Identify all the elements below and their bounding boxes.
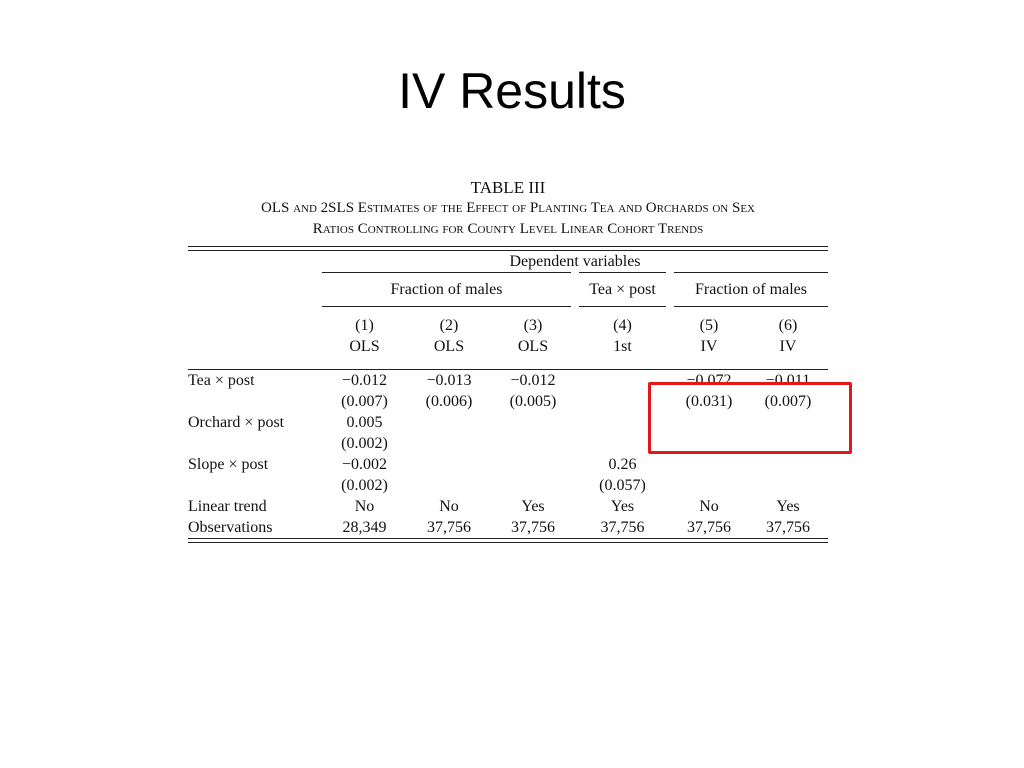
table-cell: 0.26: [608, 456, 637, 473]
table-row: [188, 496, 828, 517]
table-cell: No: [699, 498, 719, 515]
slide-title: IV Results: [398, 63, 626, 119]
table-cell: −0.012: [510, 372, 556, 389]
table-cell: 0.005: [346, 414, 383, 431]
table-cell: 37,756: [766, 519, 810, 536]
table-cell: (0.031): [685, 393, 733, 410]
column-method: IV: [700, 338, 718, 355]
table-cell: Yes: [610, 498, 635, 515]
table-cell: No: [354, 498, 375, 515]
table-cell: [407, 475, 491, 496]
table-cell: (0.006): [425, 393, 473, 410]
table-caption-line-1: OLS and 2SLS Estimates of the Effect of Planting Tea and Orchards on Sex: [261, 200, 755, 216]
row-label: Slope × post: [188, 456, 269, 473]
column-method: 1st: [613, 338, 632, 355]
table-cell: [748, 454, 828, 475]
table-label: TABLE III: [470, 178, 546, 197]
table-cell: [491, 433, 575, 454]
table-cell: −0.072: [686, 372, 732, 389]
dependent-variables-header: Dependent variables: [509, 253, 641, 270]
group-header-fraction-males-iv: Fraction of males: [670, 273, 828, 307]
table-cell: (0.007): [764, 393, 812, 410]
table-cell: 37,756: [511, 519, 555, 536]
table-cell: (0.007): [341, 393, 388, 410]
column-method: OLS: [517, 338, 549, 355]
table-cell: (0.002): [341, 477, 388, 494]
table-cell: [491, 412, 575, 433]
table-cell: (0.057): [599, 477, 646, 494]
row-label: [188, 433, 322, 454]
row-label: Observations: [188, 519, 273, 536]
column-number: (1): [322, 307, 407, 337]
table-row: [188, 517, 828, 538]
column-method: OLS: [349, 338, 380, 355]
table-cell: [407, 433, 491, 454]
column-method: OLS: [433, 338, 465, 355]
table-cell: [407, 454, 491, 475]
table-cell: −0.002: [341, 456, 388, 473]
row-label: Linear trend: [188, 498, 267, 515]
row-label: Orchard × post: [188, 414, 285, 431]
regression-table-block: [188, 178, 828, 543]
column-number: (3): [491, 307, 575, 337]
column-method: IV: [779, 338, 797, 355]
group-header-tea-post: Tea × post: [575, 273, 670, 307]
table-cell: [748, 475, 828, 496]
row-label: [188, 475, 322, 496]
table-row: [188, 454, 828, 475]
column-number: (4): [575, 307, 670, 337]
table-cell: 37,756: [600, 519, 645, 536]
table-cell: −0.013: [426, 372, 472, 389]
table-cell: (0.005): [509, 393, 557, 410]
table-cell: [670, 454, 748, 475]
column-number: (2): [407, 307, 491, 337]
table-cell: No: [439, 498, 459, 515]
table-cell: Yes: [521, 498, 545, 515]
table-cell: 37,756: [427, 519, 471, 536]
table-cell: −0.011: [765, 372, 811, 389]
table-cell: 28,349: [342, 519, 387, 536]
table-cell: [670, 475, 748, 496]
table-cell: −0.012: [341, 372, 388, 389]
table-cell: [491, 475, 575, 496]
column-number: (5): [670, 307, 748, 337]
table-bottom-rule: [188, 538, 828, 543]
table-row: [188, 475, 828, 496]
row-label: Tea × post: [188, 372, 255, 389]
table-cell: [491, 454, 575, 475]
table-cell: [407, 412, 491, 433]
iv-estimates-highlight-box: [648, 382, 852, 454]
row-label: [188, 391, 322, 412]
table-cell: (0.002): [341, 435, 388, 452]
table-cell: Yes: [776, 498, 800, 515]
table-caption-line-2: Ratios Controlling for County Level Linear Cohort Trends: [312, 221, 704, 237]
table-cell: 37,756: [687, 519, 731, 536]
group-header-fraction-males-ols: Fraction of males: [322, 273, 575, 307]
column-number: (6): [748, 307, 828, 337]
